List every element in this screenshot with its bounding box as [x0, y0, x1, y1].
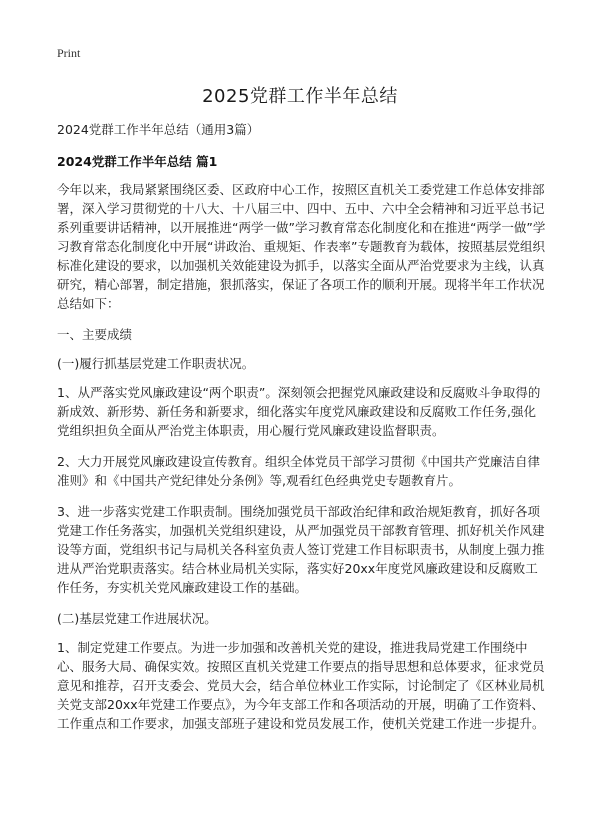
- paragraph-progress-1: 1、制定党建工作要点。为进一步加强和改善机关党的建设，推进我局党建工作围绕中心、服务大局、确保实效。按照区直机关党建工作要点的指导思想和总体要求，征求党员意见和推荐，召开支委会、党员大会，结合单位林业工作实际，讨论制定了《区林业局机关党支部20xx年党建工作要点》，为今年支部工作和各项活动的开展，明确了工作资料、工作重点和工作要求，加强支部班子建设和党员发展工作，使机关党建工作进一步提升。: [57, 640, 545, 731]
- intro-paragraph: 今年以来，我局紧紧围绕区委、区政府中心工作，按照区直机关工委党建工作总体安排部署，深入学习贯彻党的十八大、十八届三中、四中、五中、六中全会精神和习近平总书记系列重要讲话精神，以开展推进“两学一做”学习教育常态化制度化和在推进“两学一做”学习教育常态化制度化中开展“讲政治、重规矩、作表率”专题教育为载体，按照基层党组织标准化建设的要求，以加强机关效能建设为抓手，以落实全面从严治党要求为主线，认真研究，精心部署，制定措施，狠抓落实，保证了各项工作的顺利开展。现将半年工作状况总结如下：: [57, 182, 546, 311]
- document-body: [57, 180, 547, 745]
- document-subtitle: 2024党群工作半年总结（通用3篇）: [57, 122, 260, 137]
- subheading-progress-status: (二)基层党建工作进展状况。: [57, 611, 217, 626]
- paragraph-item-3: 3、进一步落实党建工作职责制。围绕加强党员干部政治纪律和政治规矩教育，抓好各项党建工作任务落实，加强机关党组织建设，从严加强党员干部教育管理、抓好机关作风建设等方面，党组织书记与局机关各科室负责人签订党建工作目标职责书，从制度上强力推进从严治党职责落实。结合林业局机关实际，落实好20xx年度党风廉政建设和反腐败工作任务，夯实机关党风廉政建设工作的基础。: [57, 504, 545, 595]
- section-heading: 2024党群工作半年总结 篇1: [57, 154, 218, 169]
- document-title: 2025党群工作半年总结: [202, 86, 398, 107]
- subheading-duty-status: (一)履行抓基层党建工作职责状况。: [57, 356, 255, 371]
- paragraph-item-1: 1、从严落实党风廉政建设“两个职责”。深刻领会把握党风廉政建设和反腐败斗争取得的新成效、新形势、新任务和新要求，细化落实年度党风廉政建设和反腐败工作任务,强化党组织担负全面从严治党主体职责，用心履行党风廉政建设监督职责。: [57, 385, 541, 438]
- heading-main-achievements: 一、主要成绩: [57, 327, 133, 342]
- paragraph-item-2: 2、大力开展党风廉政建设宣传教育。组织全体党员干部学习贯彻《中国共产党廉洁自律准则》和《中国共产党纪律处分条例》等,观看红色经典党史专题教育片。: [57, 454, 540, 488]
- print-link[interactable]: Print: [57, 46, 81, 60]
